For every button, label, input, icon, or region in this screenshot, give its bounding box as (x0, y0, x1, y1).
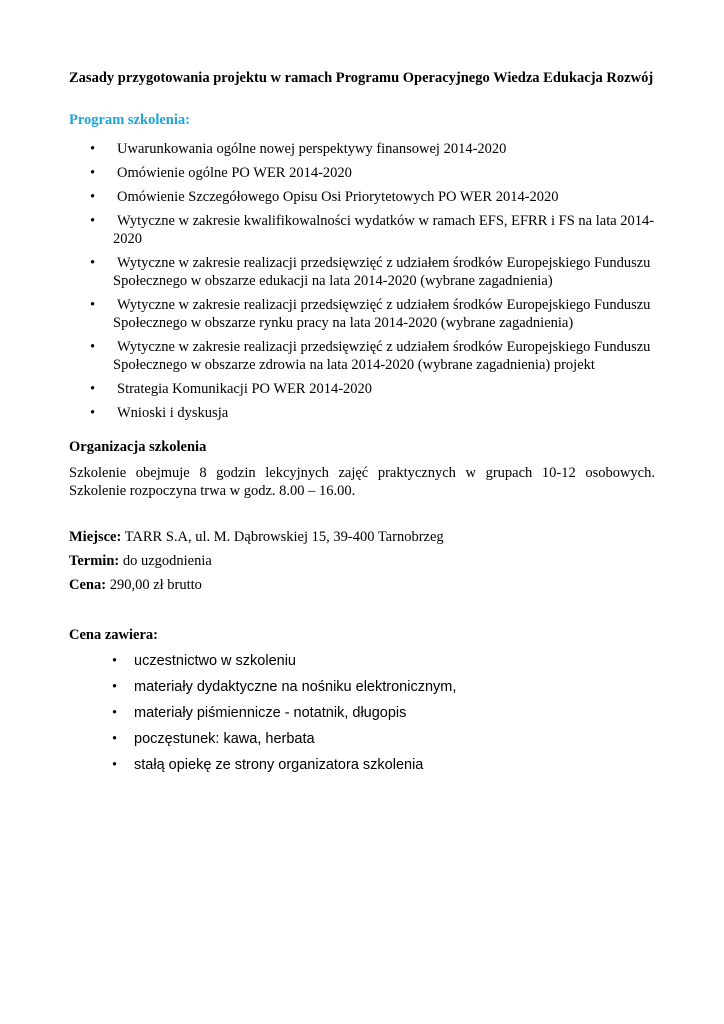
list-item: • Wnioski i dyskusja (90, 405, 229, 421)
list-item: • Wytyczne w zakresie realizacji przedsięwzięć z udziałem środków Europejskiego Funduszu Społecznego w obszarze rynku pracy na lata 2014-2020 (wybrane zagadnienia) (90, 297, 651, 331)
program-heading: Program szkolenia: (69, 112, 190, 128)
bullet-icon: • (90, 141, 96, 157)
bullet-icon: • (112, 731, 118, 747)
list-item: • poczęstunek: kawa, herbata (112, 731, 315, 747)
program-list (69, 140, 661, 428)
list-item: • uczestnictwo w szkoleniu (112, 653, 296, 669)
price-value: 290,00 zł brutto (109, 577, 202, 593)
bullet-icon: • (112, 757, 118, 773)
place-label: Miejsce: (69, 529, 122, 545)
list-item: • Wytyczne w zakresie realizacji przedsięwzięć z udziałem środków Europejskiego Funduszu Społecznego w obszarze edukacji na lata 2014-2020 (wybrane zagadnienia) (90, 255, 651, 289)
document-title: Zasady przygotowania projektu w ramach Programu Operacyjnego Wiedza Edukacja Rozwój (69, 70, 654, 86)
list-item: • Omówienie ogólne PO WER 2014-2020 (90, 165, 352, 181)
term-value: do uzgodnienia (122, 553, 212, 569)
list-item: • stałą opiekę ze strony organizatora szkolenia (112, 757, 424, 773)
bullet-icon: • (112, 705, 118, 721)
bullet-icon: • (90, 189, 96, 205)
list-item: • Uwarunkowania ogólne nowej perspektywy finansowej 2014-2020 (90, 141, 507, 157)
place-value: TARR S.A, ul. M. Dąbrowskiej 15, 39-400 Tarnobrzeg (124, 529, 444, 545)
term-line (69, 552, 212, 570)
list-item: • materiały dydaktyczne na nośniku elektronicznym, (112, 679, 457, 695)
bullet-icon: • (112, 679, 118, 695)
bullet-icon: • (90, 381, 96, 397)
list-item: • Wytyczne w zakresie realizacji przedsięwzięć z udziałem środków Europejskiego Funduszu Społecznego w obszarze zdrowia na lata 2014-2020 (wybrane zagadnienia) projekt (90, 339, 651, 373)
bullet-icon: • (90, 339, 96, 355)
price-includes-list (69, 652, 629, 782)
list-item: • materiały piśmiennicze - notatnik, długopis (112, 705, 407, 721)
price-includes-heading: Cena zawiera: (69, 627, 158, 643)
organization-text: Szkolenie obejmuje 8 godzin lekcyjnych zajęć praktycznych w grupach 10-12 osobowych. Szkolenie rozpoczyna trwa w godz. 8.00 – 16.00. (69, 465, 655, 499)
organization-heading: Organizacja szkolenia (69, 439, 207, 455)
bullet-icon: • (90, 297, 96, 313)
price-line (69, 576, 202, 594)
term-label: Termin: (69, 553, 120, 569)
list-item: • Omówienie Szczegółowego Opisu Osi Priorytetowych PO WER 2014-2020 (90, 189, 559, 205)
bullet-icon: • (90, 255, 96, 271)
list-item: • Wytyczne w zakresie kwalifikowalności wydatków w ramach EFS, EFRR i FS na lata 2014-2020 (90, 213, 655, 247)
bullet-icon: • (90, 405, 96, 421)
price-label: Cena: (69, 577, 107, 593)
bullet-icon: • (90, 213, 96, 229)
list-item: • Strategia Komunikacji PO WER 2014-2020 (90, 381, 373, 397)
bullet-icon: • (112, 653, 118, 669)
place-line (69, 528, 444, 546)
bullet-icon: • (90, 165, 96, 181)
